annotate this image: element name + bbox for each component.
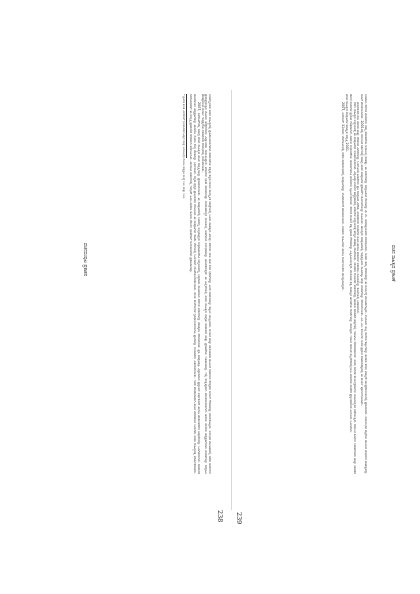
right-paragraph-2: ವಚನಕಾರರ ಕಾಲ ಪರಿಸರ ಮತ್ತು ಜೀವನದ ವಿವರಗಳನ್ನು ಒಳಗೊಂಡ ಪೀಠಿಕೆಗಳು ಪ್ರತಿ ಸಂಪುಟದ ವಿಶೇಷ. ವಚನಕಾರರ ಅಂಕಿತಗಳ ಸೂಚಿ ಹಾಗೂ ವಚನಗಳ ಅಕಾರಾದಿ ಸೂಚಿಯನ್ನು ಕೊನೆಯಲ್ಲಿ ನೀಡಲಾಗಿದೆ. bbox=[356, 102, 361, 314]
right-paragraph-4: ವಚನ ಸಾಹಿತ್ಯದ ಸಂಪುಟಗಳ ಪರಿಷ್ಕೃತ ಆವೃತ್ತಿ 2001. bbox=[344, 94, 349, 152]
right-running-head: ವಚನ ಸಾಹಿತ್ಯದ ಪ್ರಕಟಣೆ bbox=[390, 245, 395, 282]
right-paragraph-1: ಬಸವಾದಿ ಶರಣರ ವಚನಗಳು ನಮ್ಮ ಪರಂಪರೆಯ ಅಮೂಲ್ಯ ಸಂಪತ್ತು. ಈ ವಚನಗಳನ್ನು ಸಂಗ್ರಹಿಸುವ ಕೆಲಸವನ್ನು ಫ. ಗು. ಹಳಕಟ್ಟಿಯವರು ಆರಂಭಿಸಿದರು. ಅವರು ತಮ್ಮ ಜೀವನವನ್ನೇ ಈ ಕಾರ್ಯಕ್ಕೆ ಮುಡಿಪಾಗಿಟ್ಟರು. ಊರೂರು ಸುತ್ತಿ ತಾಳೆಗರಿ ಕಟ್ಟುಗಳನ್ನು ಹುಡುಕಿ ತಂದು ತಮ್ಮದೇ ಮುದ್ರಣಾಲಯದಲ್ಲಿ ಪ್ರಕಟಿಸಿದರು. ಶಿವಾನುಭವ ಪತ್ರಿಕೆಯ ಮೂಲಕ ವಚನಗಳ ಮಹತ್ವವನ್ನು ನಾಡಿಗೆ ಪರಿಚಯಿಸಿದರು. 2001ರಲ್ಲಿ ಕರ್ನಾಟಕ ಸರ್ಕಾರವು ಸಮಗ್ರ ವಚನ ಸಂಪುಟಗಳ ಪ್ರಕಟಣೆಗೆ ಯೋಜನೆಯನ್ನು ರೂಪಿಸಿತು. ಹದಿನೈದು ಸಂಪುಟಗಳಲ್ಲಿ ಇಪ್ಪತ್ತೊಂದು ಸಾವಿರಕ್ಕೂ ಹೆಚ್ಚು ವಚನಗಳನ್ನು ಸೇರಿಸಲಾಯಿತು. ಎಂ. ಎಂ. ಕಲಬುರ್ಗಿ ಅವರ ಪ್ರಧಾನ ಸಂಪಾದಕತ್ವದಲ್ಲಿ ಈ ಕಾರ್ಯ ಪೂರ್ಣಗೊಂಡಿತು. bbox=[360, 94, 368, 474]
gutter-line bbox=[231, 90, 232, 510]
right-page bbox=[249, 94, 367, 474]
left-paragraph-2: 2007, ಡಿಸೆಂಬರ್‌ನಲ್ಲಿ ಸಮಗ್ರ ವಚನ ಸಾಹಿತ್ಯದ ಹೊಸ ಆವೃತ್ತಿಯನ್ನು ಪ್ರಕಟಿಸಲಾಯಿತು. ಈ ಸಂಪುಟಗಳಲ್ಲಿ ಬಸವಣ್ಣ ಅಲ್ಲಮಪ್ರಭು ಅಕ್ಕಮಹಾದೇವಿ ಚನ್ನಬಸವಣ್ಣ ಸಿದ್ಧರಾಮ ಮೊದಲಾದ ಶರಣರ ವಚನಗಳನ್ನು ಪರಿಷ್ಕರಿಸಿ ಸೇರಿಸಲಾಗಿದೆ. ಪ್ರತಿ ಸಂಪುಟಕ್ಕೂ ವಿಸ್ತಾರವಾದ ಪ್ರಸ್ತಾವನೆ ಅರ್ಥಕೋಶ ಹಾಗೂ ಪಾಠಾಂತರಗಳ ಟಿಪ್ಪಣಿಗಳನ್ನು ಒದಗಿಸಲಾಗಿದೆ. ಸಂಪಾದಕ ಮಂಡಳಿಯು ಹಸ್ತಪ್ರತಿಗಳನ್ನು ಹೋಲಿಸಿ ನೋಡಿ ಶುದ್ಧ ಪಾಠವನ್ನು ನಿರ್ಧರಿಸಿತು. ಕನ್ನಡ ಪುಸ್ತಕ ಪ್ರಾಧಿಕಾರದ ನೆರವಿನಿಂದ ಈ ಸಂಪುಟಗಳು ಕಡಿಮೆ ಬೆಲೆಯಲ್ಲಿ ಓದುಗರಿಗೆ ದೊರೆಯುವಂತಾಯಿತು. ಶಾಲಾ ಕಾಲೇಜುಗಳ ಗ್ರಂಥಾಲಯಗಳಿಗೂ ಪ್ರತಿಗಳನ್ನು ಉಚಿತವಾಗಿ ವಿತರಿಸಲಾಯಿತು. ಇದರ ಪರಿಣಾಮವಾಗಿ ಹೊಸ ತಲೆಮಾರಿನ ಓದುಗರು ವಚನ ಸಾಹಿತ್ಯದತ್ತ ಆಕರ್ಷಿತರಾದರು. ಸಂಶೋಧಕರಿಗೆ ಈ ಆವೃತ್ತಿ ಪ್ರಮಾಣಿತ ಆಕರವಾಗಿ ಪರಿಣಮಿಸಿತು. ಮುಂದಿನ ವರ್ಷಗಳಲ್ಲಿ ಇಂಗ್ಲಿಷ್ ಹಿಂದಿ ಮರಾಠಿ ತಮಿಳು ತೆಲುಗು ಭಾಷೆಗಳಿಗೆ ಅನುವಾದಗಳು ಪ್ರಕಟವಾದವು. bbox=[189, 94, 201, 474]
right-page-body bbox=[249, 94, 367, 474]
left-page bbox=[93, 94, 211, 474]
left-paragraph-1: ಬಸವಣ್ಣನವರ ವಚನ ಸಾಹಿತ್ಯದಲ್ಲಿ ಪ್ರತಿಪಾದಿಸಲಾಗಿರುವ ಸಮಾನತೆಯ ತತ್ವವು ಕನ್ನಡ ನಾಡಿನ ಸಾಂಸ್ಕೃತಿಕ ಚರಿತ್ರೆಯಲ್ಲಿ ಒಂದು ಮಹತ್ವದ ತಿರುವು. ಶರಣರು ಜಾತಿ ಮತ ಲಿಂಗ ಭೇದಗಳನ್ನು ಮೀರಿ ಸಮಾಜವನ್ನು ಕಟ್ಟಲು ಯತ್ನಿಸಿದರು. ಕಾಯಕ ಮತ್ತು ದಾಸೋಹದ ಮೂಲಕ ಸಮಾಜದ ಕೆಳಸ್ತರದ ಜನರಿಗೆ ಗೌರವವನ್ನು ತಂದುಕೊಟ್ಟರು. ಅನುಭವ ಮಂಟಪದಲ್ಲಿ ನಡೆದ ಚರ್ಚೆಗಳು ಪ್ರಜಾಪ್ರಭುತ್ವದ ಮೊದಲ ಹೆಜ್ಜೆಗಳೆಂದು ವಿದ್ವಾಂಸರು ಗುರುತಿಸಿದ್ದಾರೆ. ವಚನಗಳ ಭಾಷೆ ಸರಳವಾಗಿದ್ದು ಜನಸಾಮಾನ್ಯರ ನುಡಿಯಲ್ಲಿ ಅಡಗಿರುವ ಅನುಭವವನ್ನು ಹೊರತರುತ್ತದೆ. ಈ ಹಿನ್ನೆಲೆಯಲ್ಲಿ ವಚನ ಸಾಹಿತ್ಯದ ಸಂಗ್ರಹ ಸಂಪಾದನೆ ಮತ್ತು ಪ್ರಕಟಣೆಯ ಇತಿಹಾಸವನ್ನು ಇಲ್ಲಿ ಸಂಕ್ಷಿಪ್ತವಾಗಿ ಪರಿಚಯಿಸಲಾಗಿದೆ. ಹಳೆಯ ತಾಳೆಗರಿ ಹಸ್ತಪ್ರತಿಗಳಿಂದ ವಚನಗಳನ್ನು ಸಂಗ್ರಹಿಸಿ ಪರಿಷ್ಕರಿಸುವ ಕಾರ್ಯ ಇಪ್ಪತ್ತನೆಯ ಶತಮಾನದ ಆರಂಭದಲ್ಲಿ ಶುರುವಾಯಿತು. bbox=[200, 94, 212, 474]
footnote-rule bbox=[186, 94, 187, 158]
left-page-body bbox=[93, 94, 211, 474]
left-page-number: 238 bbox=[216, 510, 224, 523]
right-paragraph-5: 2007, ಡಿಸೆಂಬರ್ 31ರಂದು ಬೆಂಗಳೂರಿನಲ್ಲಿ ನಡೆದ ಸಮಾರಂಭದಲ್ಲಿ ಸಂಪುಟಗಳನ್ನು ಲೋಕಾರ್ಪಣೆ ಮಾಡಲಾಯಿತು. ಸಚಿವರು ಸಾಹಿತಿಗಳು ಹಾಗೂ ಸಾರ್ವಜನಿಕರು ಪಾಲ್ಗೊಂಡಿದ್ದರು. bbox=[341, 102, 346, 291]
left-footnote: * ಪ್ರತಿಗಳ ಕುರಿತ ವಿವರಗಳಿಗೆ (ಸಂಪಾದಕರ ಟಿಪ್ಪಣಿ ಮತ್ತು ಅನುಬಂಧ) ನೋಡಿ; ಹಸ್ತಪ್ರತಿ ಸಂಖ್ಯೆ ೧೨೩ ಮತ್ತು ೧೨೪. bbox=[182, 94, 187, 200]
left-running-head: ವಚನಸಂಪುಟ ಪ್ರಕಾಶನ bbox=[82, 243, 87, 277]
right-page-number: 239 bbox=[235, 512, 243, 525]
right-paragraph-3: ಶರಣ ಸಾಹಿತ್ಯದ ಅಧ್ಯಯನಕ್ಕೆ ಈ ಸಂಪುಟಗಳು ಅಡಿಪಾಯವಾಗಿವೆ. ವಿಶ್ವವಿದ್ಯಾಲಯಗಳ ಪಠ್ಯಕ್ರಮದಲ್ಲಿ ವಚನಗಳ ಅಧ್ಯಯನಕ್ಕೆ ಹೆಚ್ಚಿನ ಮಹತ್ವ ದೊರೆಯಿತು. ಜಾನಪದ ಗಾಯಕರು ವಚನಗಳನ್ನು ಹಾಡುವ ಪರಂಪರೆ ಹಳ್ಳಿಗಳಲ್ಲಿ ಇಂದಿಗೂ ಜೀವಂತವಾಗಿದೆ. ವಚನ ಸಂಗೀತ ಕಾರ್ಯಕ್ರಮಗಳು ನಾಡಿನಾದ್ಯಂತ ನಡೆಯುತ್ತಿವೆ. ಆಧುನಿಕ ಕವಿಗಳು ಬರಹಗಾರರು ಮತ್ತು ಚಿಂತಕರ ಮೇಲೆ ವಚನಗಳ ಪ್ರಭಾವ ಗಾಢವಾಗಿದೆ. ಸಮಾಜ ಸುಧಾರಣೆಯ ಚಳವಳಿಗಳಿಗೂ ವಚನಗಳು ಸ್ಫೂರ್ತಿಯಾಗಿವೆ. ಶರಣರ ಕಾಯಕ ತತ್ವ ಶ್ರಮದ ಗೌರವವನ್ನು ಎತ್ತಿಹಿಡಿಯುತ್ತದೆ. ದಾಸೋಹ ತತ್ವ ಸಂಪತ್ತಿನ ಹಂಚಿಕೆಯ ಆದರ್ಶವನ್ನು ಸಾರುತ್ತದೆ. ಇಂದಿನ ಜಾಗತಿಕ ಸನ್ನಿವೇಶದಲ್ಲಿಯೂ ವಚನಗಳ ಸಂದೇಶ ಪ್ರಸ್ತುತವಾಗಿದೆ ಎಂಬುದು ನಿರ್ವಿವಾದ. bbox=[348, 94, 357, 474]
